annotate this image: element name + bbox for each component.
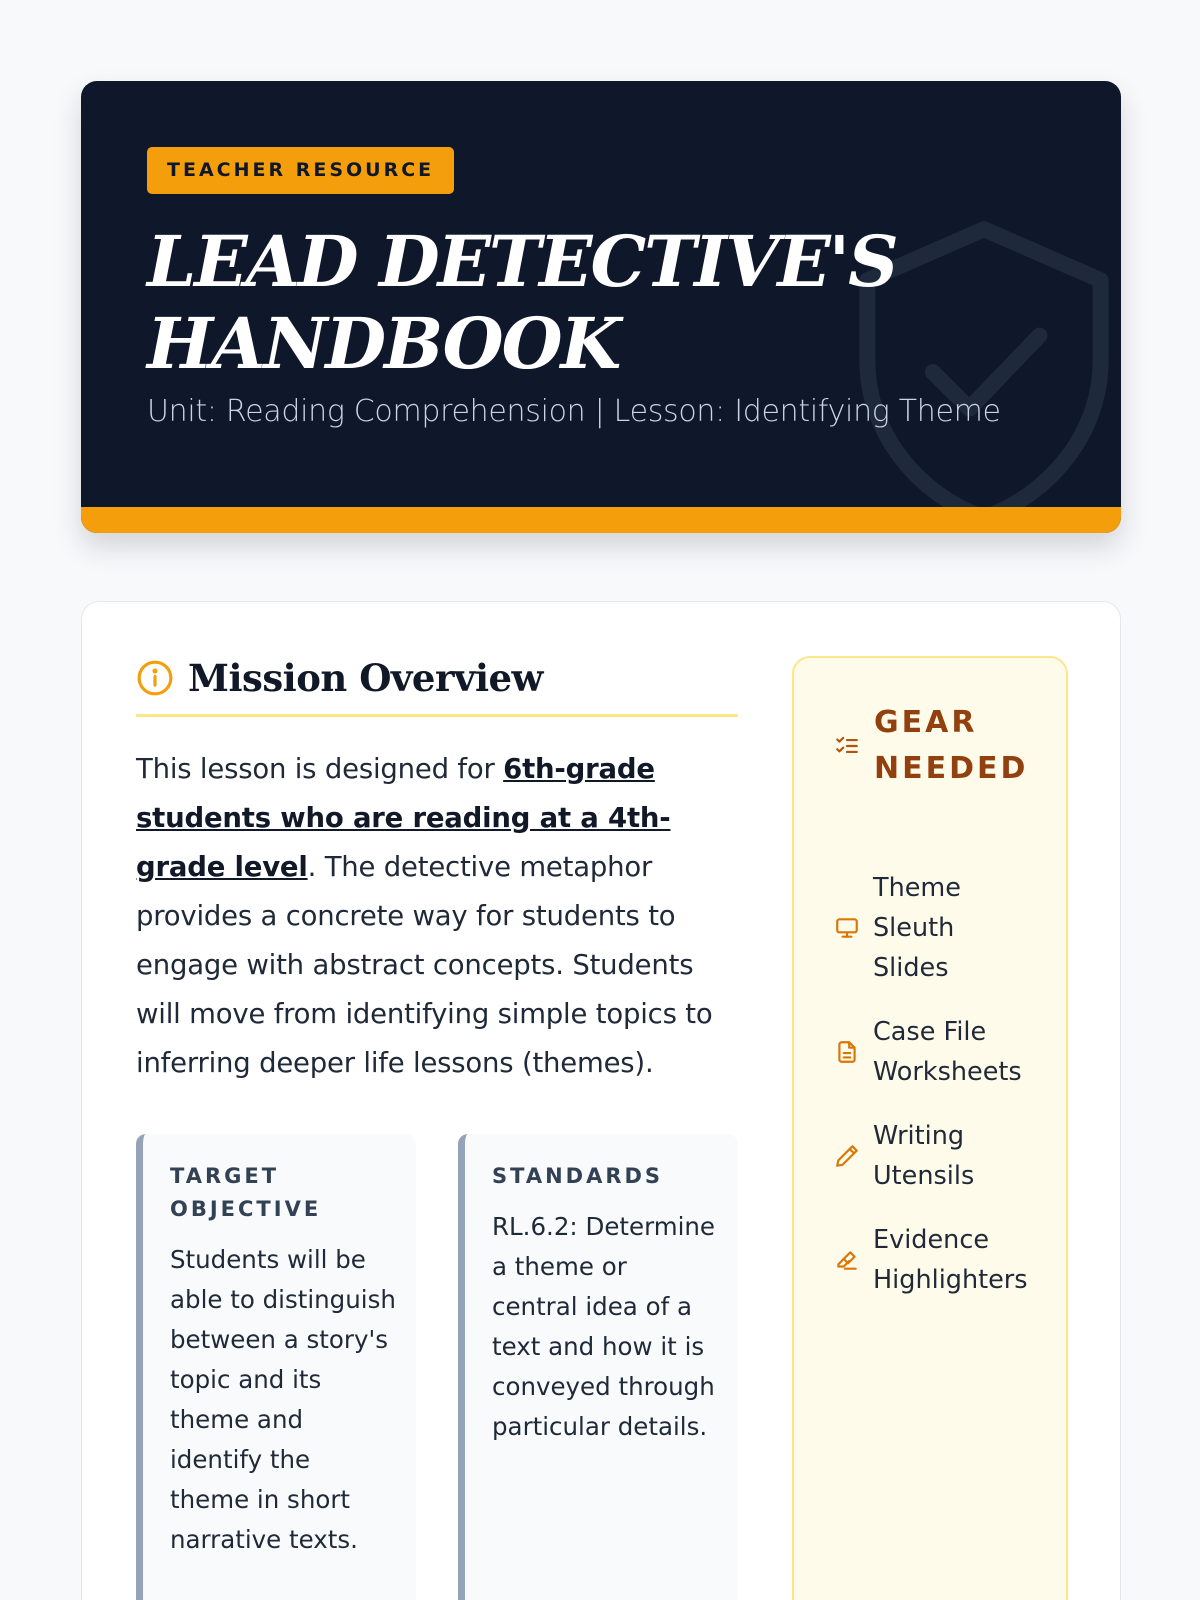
lesson-card: [81, 601, 1121, 1600]
mission-overview-text: [136, 745, 738, 1088]
teacher-resource-badge: TEACHER RESOURCE: [147, 147, 454, 194]
standards-text: RL.6.2: Determine a theme or central idea of a text and how it is conveyed through particular details.: [492, 1212, 716, 1441]
gear-item-label: Evidence Highlighters: [873, 1225, 1028, 1295]
target-objective-text: Students will be able to distinguish between a story's topic and its theme and identify the theme in short narrative texts.: [170, 1245, 396, 1554]
mission-overview-header: [136, 656, 738, 717]
gear-item-slides: [834, 868, 1033, 988]
document-icon: [834, 1039, 860, 1065]
gear-list: [834, 868, 1033, 1324]
pencil-icon: [834, 1143, 860, 1169]
page-title-line-1: LEAD DETECTIVE'S: [147, 220, 897, 303]
gear-needed-panel: [792, 656, 1068, 1600]
accent-bar: [81, 507, 1121, 533]
standards-box: [458, 1134, 738, 1600]
target-objective-box: [136, 1134, 416, 1600]
mission-overview-title: Mission Overview: [188, 656, 543, 700]
target-audience-highlight: 6th-grade students who are reading at a 4th-grade level: [136, 753, 671, 883]
standards-label: STANDARDS: [492, 1164, 664, 1188]
checklist-icon: [834, 733, 860, 759]
gear-item-label: Writing Utensils: [873, 1121, 975, 1191]
highlighter-icon: [834, 1247, 860, 1273]
mission-overview-section: [136, 656, 738, 1088]
gear-item-utensils: [834, 1116, 1033, 1196]
overview-text-intro: This lesson is designed for: [136, 753, 504, 785]
page-title: [147, 221, 1047, 385]
gear-item-highlighters: [834, 1220, 1033, 1300]
hero-header: [81, 81, 1121, 533]
presentation-icon: [834, 915, 860, 941]
page-title-line-2: HANDBOOK: [147, 302, 620, 385]
target-objective-label: TARGET OBJECTIVE: [170, 1164, 322, 1221]
gear-needed-header: [834, 700, 1054, 792]
gear-needed-title: GEAR NEEDED: [874, 705, 1029, 786]
overview-text-rest: . The detective metaphor provides a concrete way for students to engage with abstract concepts. Students will move from identifying simple topics to inferring deeper life lessons (themes).: [136, 851, 713, 1079]
unit-lesson-subtitle: Unit: Reading Comprehension | Lesson: Identifying Theme: [147, 394, 1001, 429]
gear-item-label: Case File Worksheets: [873, 1017, 1022, 1087]
info-icon: [136, 659, 174, 697]
gear-item-label: Theme Sleuth Slides: [873, 873, 961, 983]
gear-item-worksheets: [834, 1012, 1033, 1092]
